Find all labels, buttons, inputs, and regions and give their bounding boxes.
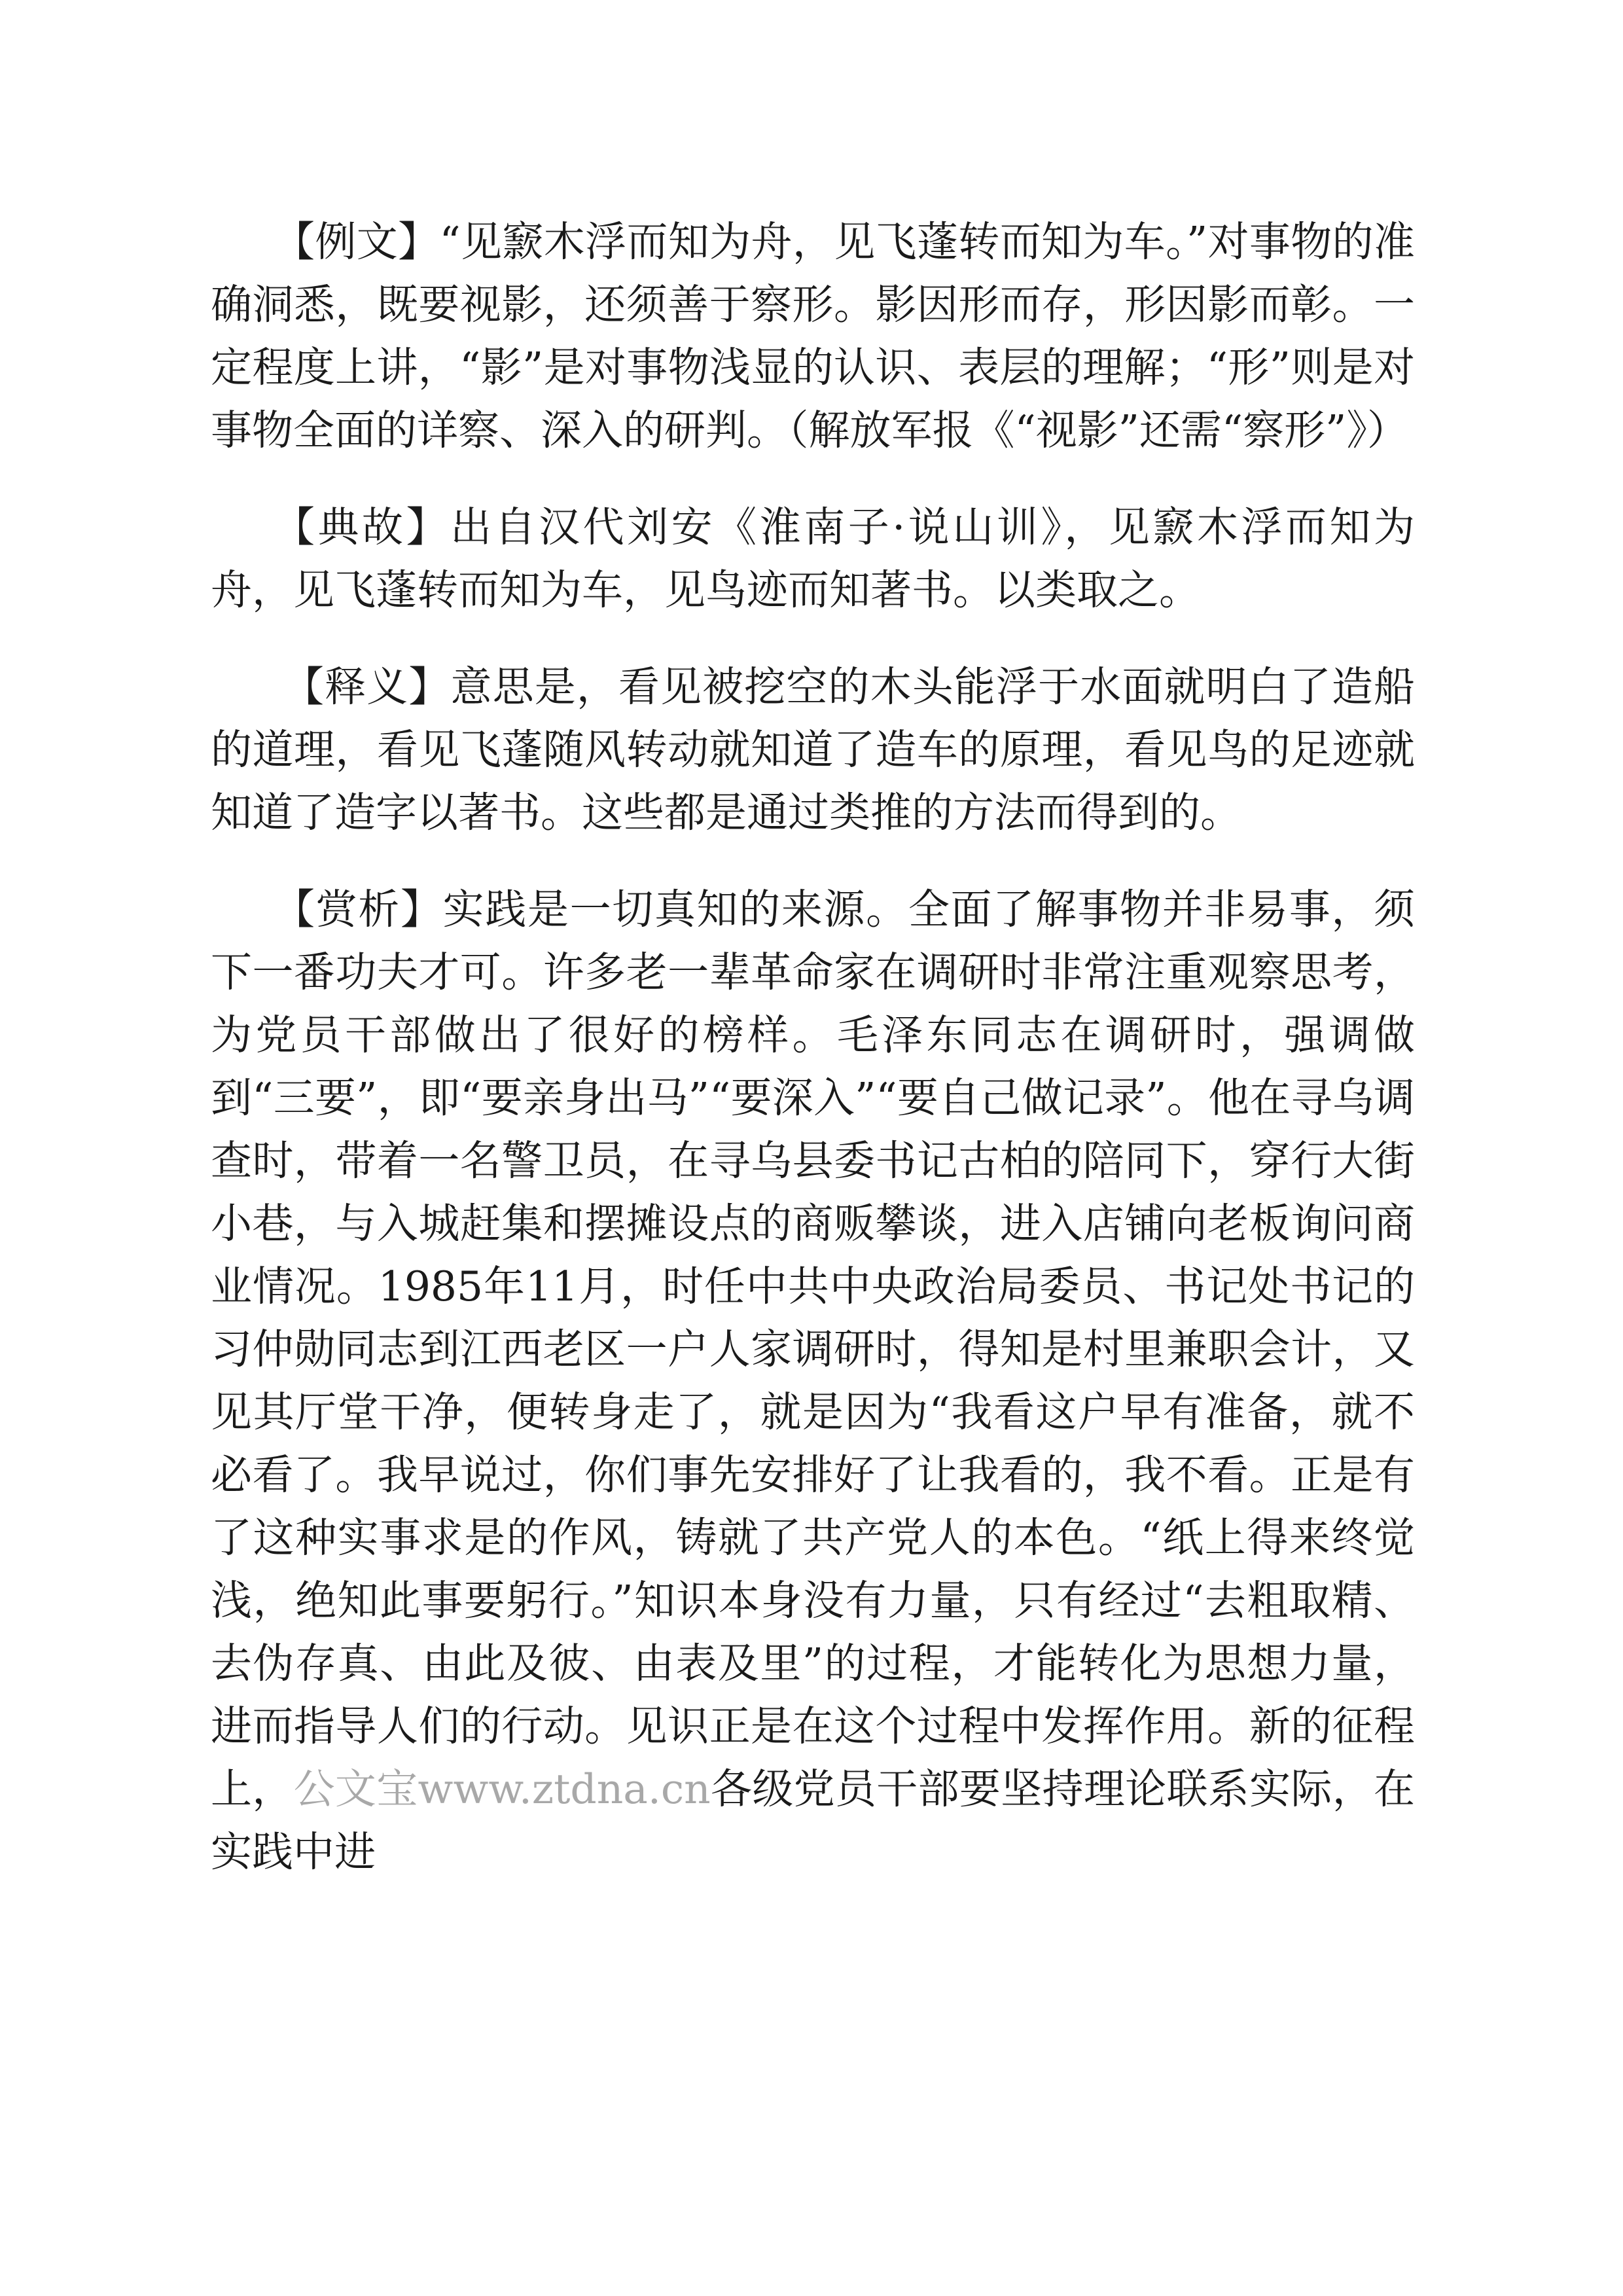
example-tag: 【例文】 <box>274 218 440 266</box>
allusion-paragraph <box>211 496 1415 622</box>
analysis-text: 实践是一切真知的来源。全面了解事物并非易事，须下一番功夫才可。许多老一辈革命家在调研时非常注重观察思考，为党员干部做出了很好的榜样。毛泽东同志在调研时，强调做到“三要”，即“要亲身出马”“要深入”“要自己做记录”。他在寻乌调查时，带着一名警卫员，在寻乌县委书记古柏的陪同下，穿行大街小巷，与入城赶集和摆摊设点的商贩攀谈，进入店铺向老板询问商业情况。1985年11月，时任中共中央政治局委员、书记处书记的习仲勋同志到江西老区一户人家调研时，得知是村里兼职会计，又见其厅堂干净，便转身走了，就是因为“我看这户早有准备，就不必看了。我早说过，你们事先安排好了让我看的，我不看。正是有了这种实事求是的作风，铸就了共产党人的本色。“纸上得来终觉浅，绝知此事要躬行。”知识本身没有力量，只有经过“去粗取精、去伪存真、由此及彼、由表及里”的过程，才能转化为思想力量，进而指导人们的行动。见识正是在这个过程中发挥作用。新的征程上， <box>211 886 1416 1813</box>
allusion-tag: 【典故】 <box>274 503 451 551</box>
analysis-text-continued: 各级党员干部要坚持理论联系实际，在实践中进 <box>211 1765 1416 1876</box>
analysis-tag: 【赏析】 <box>274 886 443 933</box>
meaning-tag: 【释义】 <box>283 663 451 711</box>
example-paragraph <box>211 211 1415 462</box>
allusion-text: 出自汉代刘安《淮南子·说山训》，见窾木浮而知为舟，见飞蓬转而知为车，见鸟迹而知著书。以类取之。 <box>211 503 1415 614</box>
example-text: “见窾木浮而知为舟，见飞蓬转而知为车。”对事物的准确洞悉，既要视影，还须善于察形。影因形而存，形因影而彰。一定程度上讲，“影”是对事物浅显的认识、表层的理解；“形”则是对事物全面的详察、深入的研判。（解放军报《“视影”还需“察形”》） <box>211 218 1416 454</box>
analysis-paragraph <box>211 878 1415 1884</box>
meaning-text: 意思是，看见被挖空的木头能浮于水面就明白了造船的道理，看见飞蓬随风转动就知道了造车的原理，看见鸟的足迹就知道了造字以著书。这些都是通过类推的方法而得到的。 <box>211 663 1416 836</box>
meaning-paragraph <box>211 656 1415 844</box>
document-body <box>211 211 1415 1918</box>
watermark-text: 公文宝www.ztdna.cn <box>293 1765 711 1813</box>
